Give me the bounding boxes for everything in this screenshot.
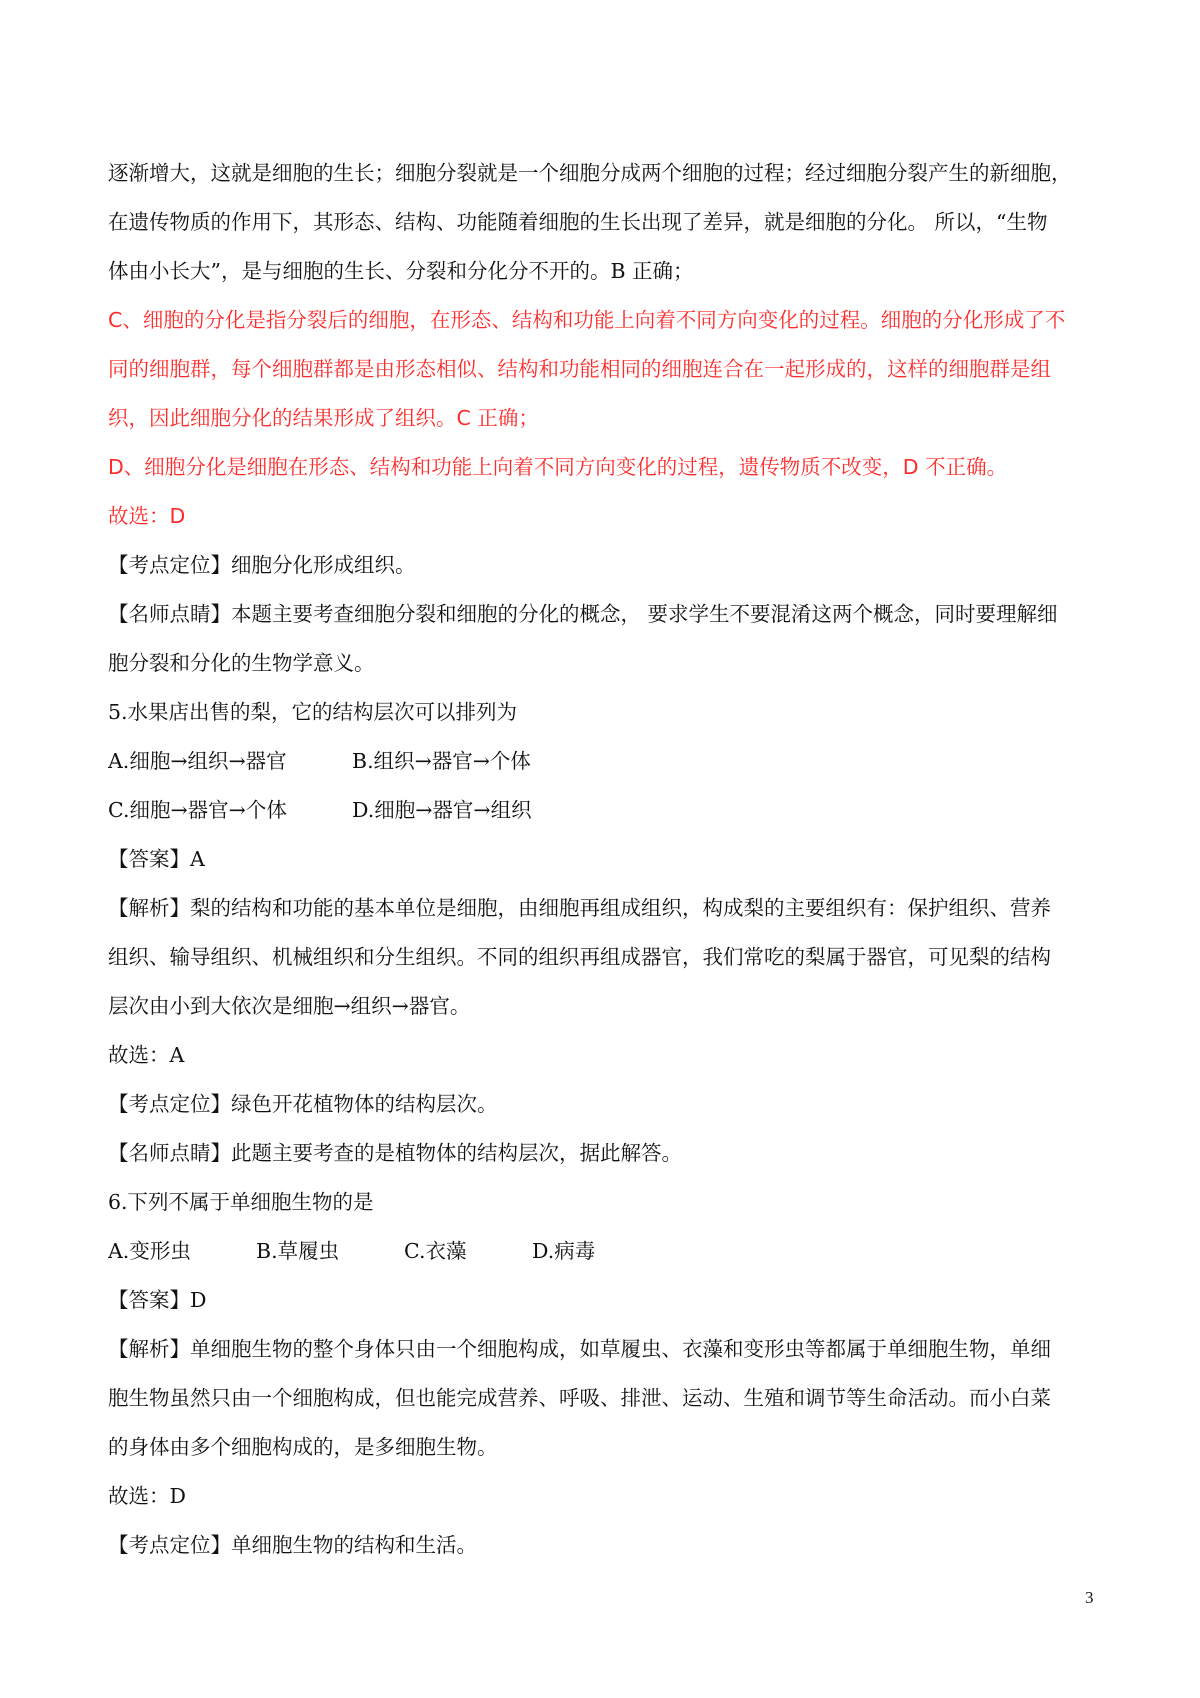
highlighted-line: D、细胞分化是细胞在形态、结构和功能上向着不同方向变化的过程，遗传物质不改变，D 不正确。 [108,455,1008,479]
text-line: 体由小长大”，是与细胞的生长、分裂和分化分不开的。B 正确； [108,259,694,283]
question-5: 5.水果店出售的梨，它的结构层次可以排列为 [108,700,518,724]
teacher-comment: 【名师点睛】此题主要考查的是植物体的结构层次，据此解答。 [108,1141,682,1165]
option-b: B.草履虫 [256,1239,340,1263]
knowledge-point: 【考点定位】单细胞生物的结构和生活。 [108,1533,477,1557]
question-5-options-row [108,737,1100,786]
analysis: 【解析】梨的结构和功能的基本单位是细胞，由细胞再组成组织，构成梨的主要组织有：保护组织、营养 [108,896,1051,920]
choice: 故选：D [108,1484,186,1508]
option-b: B.组织→器官→个体 [352,749,531,773]
highlighted-answer-line: 故选：D [108,504,186,528]
knowledge-point: 【考点定位】细胞分化形成组织。 [108,553,416,577]
option-c: C.衣藻 [404,1239,467,1263]
page-number: 3 [1085,1588,1094,1607]
text-line: 胞生物虽然只由一个细胞构成，但也能完成营养、呼吸、排泄、运动、生殖和调节等生命活动。而小白菜 [108,1386,1051,1410]
question-6-options-row [108,1227,1100,1276]
text-line: 组织、输导组织、机械组织和分生组织。不同的组织再组成器官，我们常吃的梨属于器官，可见梨的结构 [108,945,1051,969]
knowledge-point: 【考点定位】绿色开花植物体的结构层次。 [108,1092,498,1116]
highlighted-line: 同的细胞群，每个细胞群都是由形态相似、结构和功能相同的细胞连合在一起形成的，这样的细胞群是组 [108,357,1051,381]
option-a: A.变形虫 [108,1239,191,1263]
highlighted-line: 织，因此细胞分化的结果形成了组织。C 正确； [108,406,539,430]
text-line: 的身体由多个细胞构成的，是多细胞生物。 [108,1435,498,1459]
answer: 【答案】D [108,1288,207,1312]
analysis: 【解析】单细胞生物的整个身体只由一个细胞构成，如草履虫、衣藻和变形虫等都属于单细胞生物，单细 [108,1337,1051,1361]
answer: 【答案】A [108,847,205,871]
text-line: 逐渐增大，这就是细胞的生长；细胞分裂就是一个细胞分成两个细胞的过程；经过细胞分裂产生的新细胞， [108,161,1072,185]
question-5-options-row [108,786,1100,835]
highlighted-line: C、细胞的分化是指分裂后的细胞，在形态、结构和功能上向着不同方向变化的过程。细胞的分化形成了不 [108,308,1066,332]
option-a: A.细胞→组织→器官 [108,749,287,773]
choice: 故选：A [108,1043,185,1067]
option-d: D.细胞→器官→组织 [352,798,532,822]
text-line: 层次由小到大依次是细胞→组织→器官。 [108,994,471,1018]
teacher-comment: 【名师点睛】本题主要考查细胞分裂和细胞的分化的概念， 要求学生不要混淆这两个概念，同时要理解细 [108,602,1058,626]
page-content [108,149,1100,1570]
option-c: C.细胞→器官→个体 [108,798,287,822]
question-6: 6.下列不属于单细胞生物的是 [108,1190,374,1214]
text-line: 胞分裂和分化的生物学意义。 [108,651,375,675]
option-d: D.病毒 [532,1239,596,1263]
text-line: 在遗传物质的作用下，其形态、结构、功能随着细胞的生长出现了差异，就是细胞的分化。 所以，“生物 [108,210,1048,234]
